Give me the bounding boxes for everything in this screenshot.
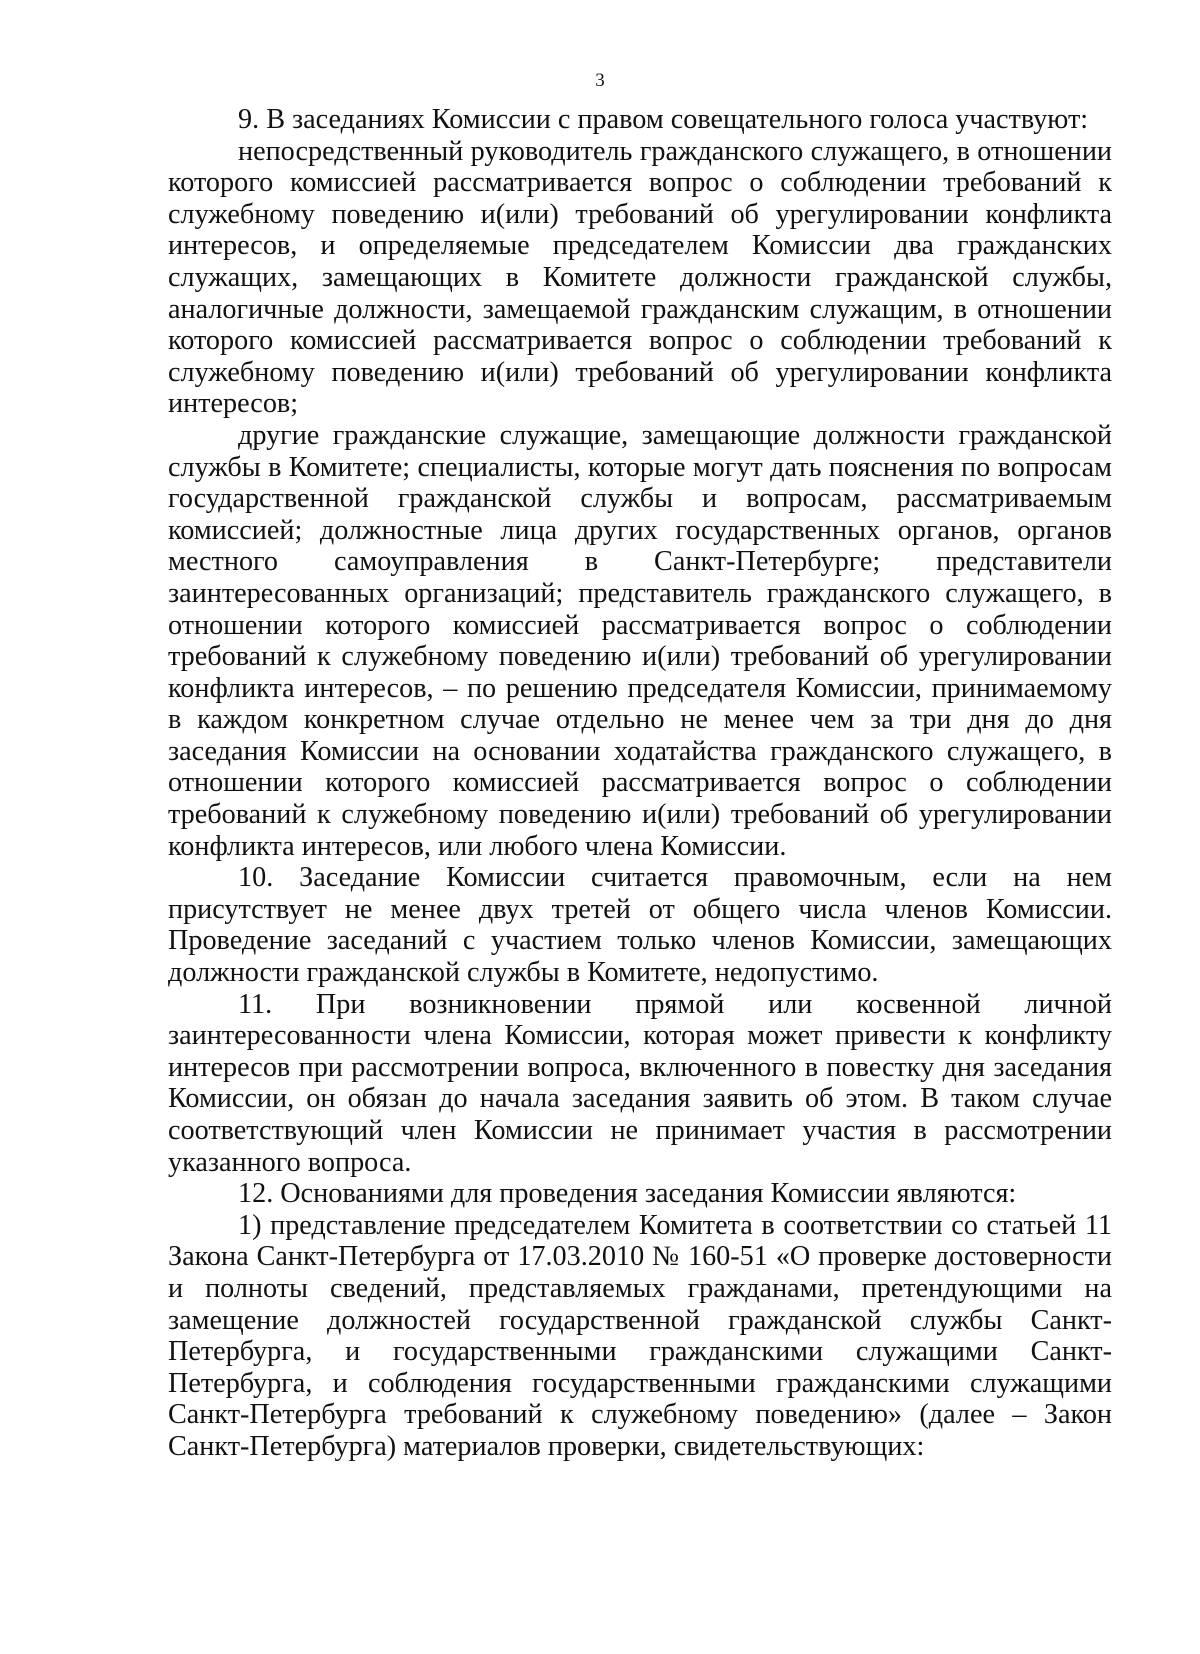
paragraph-12-item-1: 1) представление председателем Комитета в соответствии со статьей 11 Закона Санкт-Петербурга от 17.03.2010 № 160-51 «О проверке достоверности и полноты сведений, представляемых гражданами, претендующими на замещение должностей государственной гражданской службы Санкт-Петербурга, и государственными гражданскими служащими Санкт-Петербурга, и соблюдения государственными гражданскими служащими Санкт-Петербурга требований к служебному поведению» (далее – Закон Санкт-Петербурга) материалов проверки, свидетельствующих: [168, 1209, 1112, 1462]
paragraph-9-direct-supervisor: непосредственный руководитель гражданского служащего, в отношении которого комиссией рассматривается вопрос о соблюдении требований к служебному поведению и(или) требований об урегулировании конфликта интересов, и определяемые председателем Комиссии два гражданских служащих, замещающих в Комитете должности гражданской службы, аналогичные должности, замещаемой гражданским служащим, в отношении которого комиссией рассматривается вопрос о соблюдении требований к служебному поведению и(или) требований об урегулировании конфликта интересов; [168, 135, 1112, 420]
paragraph-10: 10. Заседание Комиссии считается правомочным, если на нем присутствует не менее двух третей от общего числа членов Комиссии. Проведение заседаний с участием только членов Комиссии, замещающих должности гражданской службы в Комитете, недопустимо. [168, 862, 1112, 989]
paragraph-9: 9. В заседаниях Комиссии с правом совещательного голоса участвуют: [238, 104, 1089, 135]
paragraph-11: 11. При возникновении прямой или косвенной личной заинтересованности члена Комиссии, которая может привести к конфликту интересов при рассмотрении вопроса, включенного в повестку дня заседания Комиссии, он обязан до начала заседания заявить об этом. В таком случае соответствующий член Комиссии не принимает участия в рассмотрении указанного вопроса. [168, 988, 1112, 1178]
paragraph-12: 12. Основаниями для проведения заседания Комиссии являются: [238, 1178, 1017, 1210]
page-number: 3 [595, 70, 605, 91]
document-body [168, 104, 1112, 1463]
paragraph-9-other-participants: другие гражданские служащие, замещающие должности гражданской службы в Комитете; специалисты, которые могут дать пояснения по вопросам государственной гражданской службы и вопросам, рассматриваемым комиссией; должностные лица других государственных органов, органов местного самоуправления в Санкт-Петербурге; представители заинтересованных организаций; представитель гражданского служащего, в отношении которого комиссией рассматривается вопрос о соблюдении требований к служебному поведению и(или) требований об урегулировании конфликта интересов, – по решению председателя Комиссии, принимаемому в каждом конкретном случае отдельно не менее чем за три дня до дня заседания Комиссии на основании ходатайства гражданского служащего, в отношении которого комиссией рассматривается вопрос о соблюдении требований к служебному поведению и(или) требований об урегулировании конфликта интересов, или любого члена Комиссии. [168, 419, 1112, 862]
